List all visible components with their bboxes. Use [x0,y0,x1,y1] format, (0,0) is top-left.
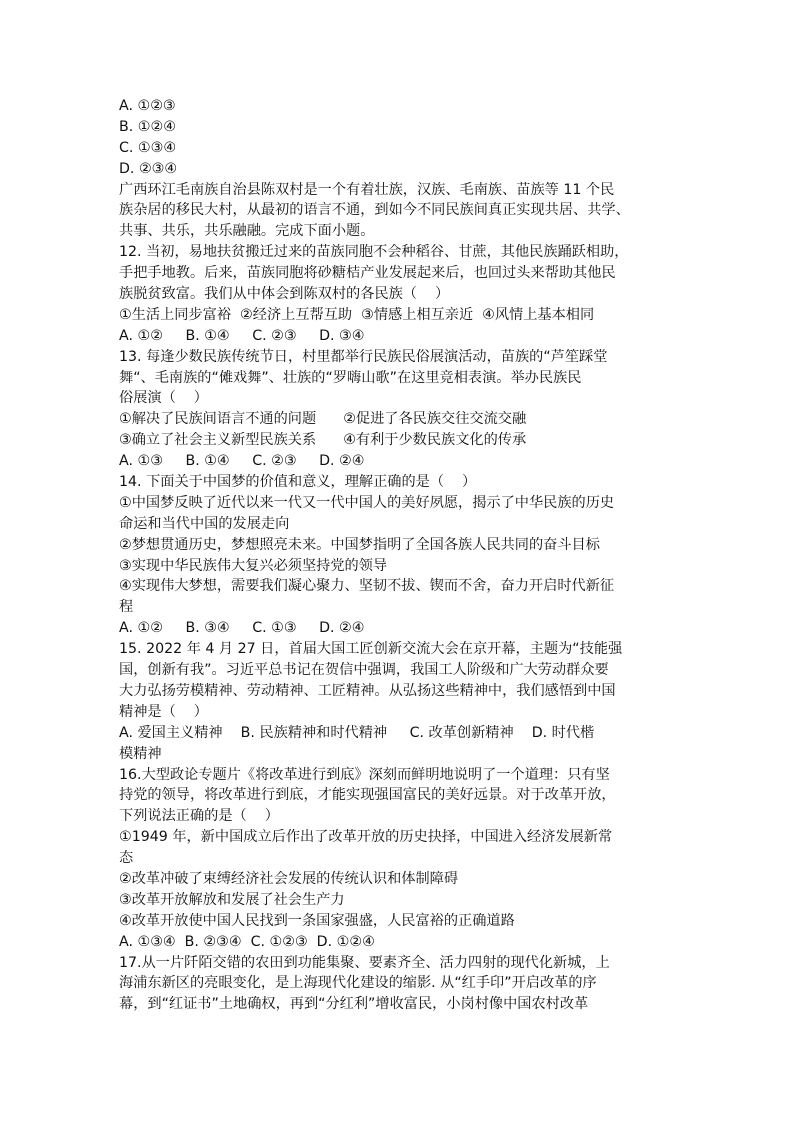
text-line: ②改革冲破了束缚经济社会发展的传统认识和体制障碍 [119,870,459,887]
text-line: ④改革开放使中国人民找到一条国家强盛，人民富裕的正确道路 [119,912,515,929]
text-line: 14. 下面关于中国梦的价值和意义，理解正确的是（ ） [119,474,477,491]
text-line: 大力弘扬劳模精神、劳动精神、工匠精神。从弘扬这些精神中，我们感悟到中国 [119,682,616,699]
text-line: 族脱贫致富。我们从中体会到陈双村的各民族（ ） [119,286,450,303]
text-line: ①生活上同步富裕 ②经济上互帮互助 ③情感上相互亲近 ④风情上基本相同 [119,306,595,323]
text-line: 舞“、毛南族的“傩戏舞”、壮族的“罗嗨山歌”在这里竞相表演。举办民族民 [119,369,582,386]
text-line: 态 [119,850,134,867]
text-line: D. ②③④ [119,160,178,177]
text-line: 俗展演（ ） [119,390,208,407]
text-line: ③确立了社会主义新型民族关系 ④有利于少数民族文化的传承 [119,432,527,449]
text-line: 程 [119,599,134,616]
text-line: 精神是（ ） [119,703,208,720]
text-line: 海浦东新区的亮眼变化，是上海现代化建设的缩影. 从“红手印”开启改革的序 [119,975,597,992]
text-line: A. ①② B. ③④ C. ①③ D. ②④ [119,620,365,637]
text-line: ①中国梦反映了近代以来一代又一代中国人的美好夙愿，揭示了中华民族的历史 [119,494,615,511]
text-line: 共事、共乐，共乐融融。完成下面小题。 [119,223,375,240]
text-line: 17.从一片阡陌交错的农田到功能集聚、要素齐全、活力四射的现代化新城，上 [119,954,610,971]
text-line: 持党的领导，将改革进行到底，才能实现强国富民的美好远景。对于改革开放， [119,787,616,804]
text-line: 13. 每逢少数民族传统节日，村里都举行民族民俗展演活动，苗族的“芦笙踩堂 [119,348,608,365]
text-line: 下列说法正确的是（ ） [119,808,279,825]
text-line: 12. 当初，易地扶贫搬迁过来的苗族同胞不会种稻谷、甘蔗，其他民族踊跃相助， [119,244,629,261]
exam-page [119,96,679,1015]
text-line: 命运和当代中国的发展走向 [119,515,290,532]
text-line: 广西环江毛南族自治县陈双村是一个有着壮族，汉族、毛南族、苗族等 11 个民 [119,181,615,198]
text-line: A. ①②③ [119,98,176,114]
text-line: A. 爱国主义精神 B. 民族精神和时代精神 C. 改革创新精神 D. 时代楷 [119,724,595,741]
text-line: 国，创新有我”。习近平总书记在贺信中强调，我国工人阶级和广大劳动群众要 [119,662,609,679]
text-line: ①解决了民族间语言不通的问题 ②促进了各民族交往交流交融 [119,411,527,428]
text-line: 15. 2022 年 4 月 27 日，首届大国工匠创新交流大会在京开幕，主题为“技能强 [119,641,623,658]
text-line: ③实现中华民族伟大复兴必须坚持党的领导 [119,557,388,574]
text-line: 16.大型政论专题片《将改革进行到底》深刻而鲜明地说明了一个道理：只有坚 [119,766,610,783]
text-line: C. ①③④ [119,139,177,156]
text-line: A. ①② B. ①④ C. ②③ D. ③④ [119,327,365,344]
text-line: 手把手地教。后来，苗族同胞将砂糖桔产业发展起来后，也回过头来帮助其他民 [119,265,616,282]
text-line: ③改革开放解放和发展了社会生产力 [119,891,345,908]
text-line: ④实现伟大梦想，需要我们凝心聚力、坚韧不拔、锲而不舍，奋力开启时代新征 [119,578,615,595]
text-line: ②梦想贯通历史，梦想照亮未来。中国梦指明了全国各族人民共同的奋斗目标 [119,536,600,553]
text-line: 幕，到“红证书”土地确权，再到“分红利”增收富民，小岗村像中国农村改革 [119,996,589,1013]
text-line: ①1949 年，新中国成立后作出了改革开放的历史抉择，中国进入经济发展新常 [119,829,613,846]
text-line: A. ①③④ B. ②③④ C. ①②③ D. ①②④ [119,933,375,950]
text-line: 模精神 [119,745,162,762]
text-line: A. ①③ B. ①④ C. ②③ D. ②④ [119,453,365,470]
text-line: 族杂居的移民大村，从最初的语言不通，到如今不同民族间真正实现共居、共学、 [119,202,630,219]
text-line: B. ①②④ [119,118,176,135]
